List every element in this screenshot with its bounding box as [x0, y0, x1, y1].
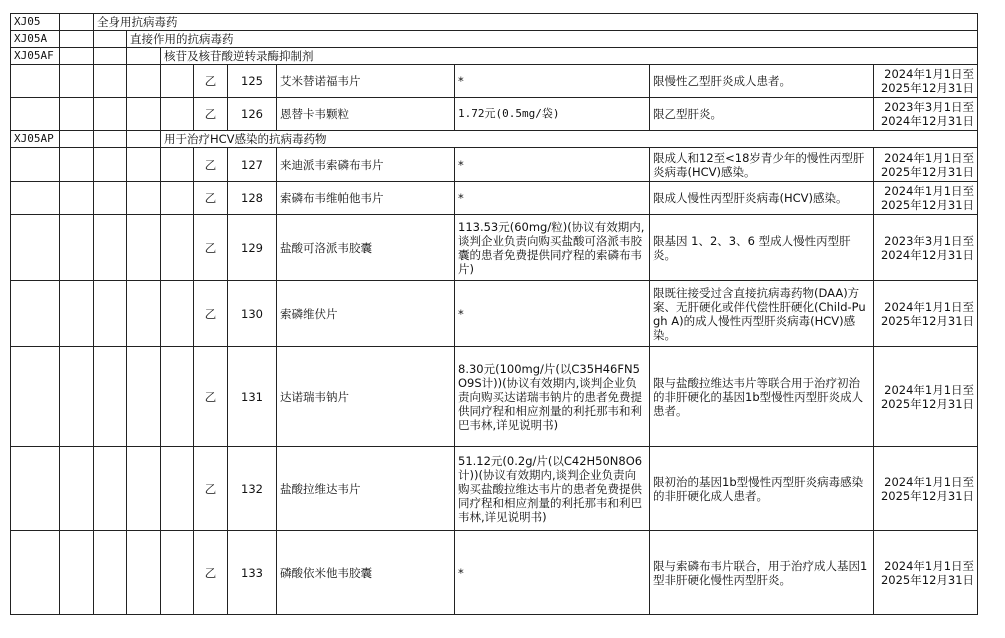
drug-list-table [10, 13, 978, 615]
table-row [11, 65, 978, 98]
drug-restriction: 限既往接受过含直接抗病毒药物(DAA)方案、无肝硬化或伴代偿性肝硬化(Child-Pugh A)的成人慢性丙型肝炎病毒(HCV)感染。 [650, 281, 874, 347]
drug-price: * [455, 65, 650, 98]
table-row [11, 215, 978, 281]
drug-class: 乙 [194, 347, 228, 447]
drug-price: 8.30元(100mg/片(以C35H46FN5O9S计))(协议有效期内,谈判企业负责向购买达诺瑞韦钠片的患者免费提供同疗程和相应剂量的利托那韦和利巴韦林,详见说明书) [455, 347, 650, 447]
drug-price: 1.72元(0.5mg/袋) [455, 98, 650, 131]
drug-name: 索磷维伏片 [277, 281, 455, 347]
drug-number: 126 [228, 98, 277, 131]
drug-name: 达诺瑞韦钠片 [277, 347, 455, 447]
drug-class: 乙 [194, 182, 228, 215]
drug-name: 艾米替诺福韦片 [277, 65, 455, 98]
drug-class: 乙 [194, 98, 228, 131]
drug-price: * [455, 281, 650, 347]
drug-restriction: 限与盐酸拉维达韦片等联合用于治疗初治的非肝硬化的基因1b型慢性丙型肝炎成人患者。 [650, 347, 874, 447]
table-row [11, 48, 978, 65]
drug-restriction: 限与索磷布韦片联合，用于治疗成人基因1型非肝硬化慢性丙型肝炎。 [650, 531, 874, 615]
drug-name: 盐酸可洛派韦胶囊 [277, 215, 455, 281]
drug-price: 113.53元(60mg/粒)(协议有效期内,谈判企业负责向购买盐酸可洛派韦胶囊的患者免费提供同疗程的索磷布韦片) [455, 215, 650, 281]
category-code: XJ05 [11, 14, 60, 31]
drug-class: 乙 [194, 281, 228, 347]
drug-number: 128 [228, 182, 277, 215]
table-row [11, 182, 978, 215]
validity-date: 2024年1月1日至2025年12月31日 [874, 347, 978, 447]
table-row [11, 31, 978, 48]
table-row [11, 98, 978, 131]
category-code: XJ05AP [11, 131, 60, 148]
drug-class: 乙 [194, 215, 228, 281]
table-row [11, 531, 978, 615]
drug-name: 索磷布韦维帕他韦片 [277, 182, 455, 215]
drug-name: 盐酸拉维达韦片 [277, 447, 455, 531]
category-name: 全身用抗病毒药 [94, 14, 978, 31]
validity-date: 2023年3月1日至2024年12月31日 [874, 98, 978, 131]
drug-name: 恩替卡韦颗粒 [277, 98, 455, 131]
drug-number: 130 [228, 281, 277, 347]
table-row [11, 447, 978, 531]
drug-name: 来迪派韦索磷布韦片 [277, 148, 455, 182]
drug-price: 51.12元(0.2g/片(以C42H50N8O6计))(协议有效期内,谈判企业负责向购买盐酸拉维达韦片的患者免费提供同疗程和相应剂量的利托那韦和利巴韦林,详见说明书) [455, 447, 650, 531]
drug-restriction: 限乙型肝炎。 [650, 98, 874, 131]
category-name: 核苷及核苷酸逆转录酶抑制剂 [161, 48, 978, 65]
drug-class: 乙 [194, 65, 228, 98]
category-name: 直接作用的抗病毒药 [127, 31, 978, 48]
drug-price: * [455, 531, 650, 615]
validity-date: 2024年1月1日至2025年12月31日 [874, 65, 978, 98]
drug-number: 133 [228, 531, 277, 615]
drug-restriction: 限成人慢性丙型肝炎病毒(HCV)感染。 [650, 182, 874, 215]
drug-class: 乙 [194, 447, 228, 531]
drug-class: 乙 [194, 148, 228, 182]
drug-restriction: 限成人和12至<18岁青少年的慢性丙型肝炎病毒(HCV)感染。 [650, 148, 874, 182]
drug-number: 125 [228, 65, 277, 98]
validity-date: 2024年1月1日至2025年12月31日 [874, 531, 978, 615]
drug-price: * [455, 148, 650, 182]
table-row [11, 281, 978, 347]
validity-date: 2024年1月1日至2025年12月31日 [874, 148, 978, 182]
drug-number: 129 [228, 215, 277, 281]
validity-date: 2023年3月1日至2024年12月31日 [874, 215, 978, 281]
validity-date: 2024年1月1日至2025年12月31日 [874, 182, 978, 215]
table-row [11, 131, 978, 148]
category-code: XJ05A [11, 31, 60, 48]
category-code: XJ05AF [11, 48, 60, 65]
table-row [11, 14, 978, 31]
drug-class: 乙 [194, 531, 228, 615]
drug-price: * [455, 182, 650, 215]
table-row [11, 148, 978, 182]
drug-number: 132 [228, 447, 277, 531]
table-row [11, 347, 978, 447]
drug-number: 127 [228, 148, 277, 182]
category-name: 用于治疗HCV感染的抗病毒药物 [161, 131, 978, 148]
drug-restriction: 限基因 1、2、3、6 型成人慢性丙型肝炎。 [650, 215, 874, 281]
drug-restriction: 限慢性乙型肝炎成人患者。 [650, 65, 874, 98]
drug-restriction: 限初治的基因1b型慢性丙型肝炎病毒感染的非肝硬化成人患者。 [650, 447, 874, 531]
drug-name: 磷酸依米他韦胶囊 [277, 531, 455, 615]
drug-number: 131 [228, 347, 277, 447]
validity-date: 2024年1月1日至2025年12月31日 [874, 447, 978, 531]
validity-date: 2024年1月1日至2025年12月31日 [874, 281, 978, 347]
